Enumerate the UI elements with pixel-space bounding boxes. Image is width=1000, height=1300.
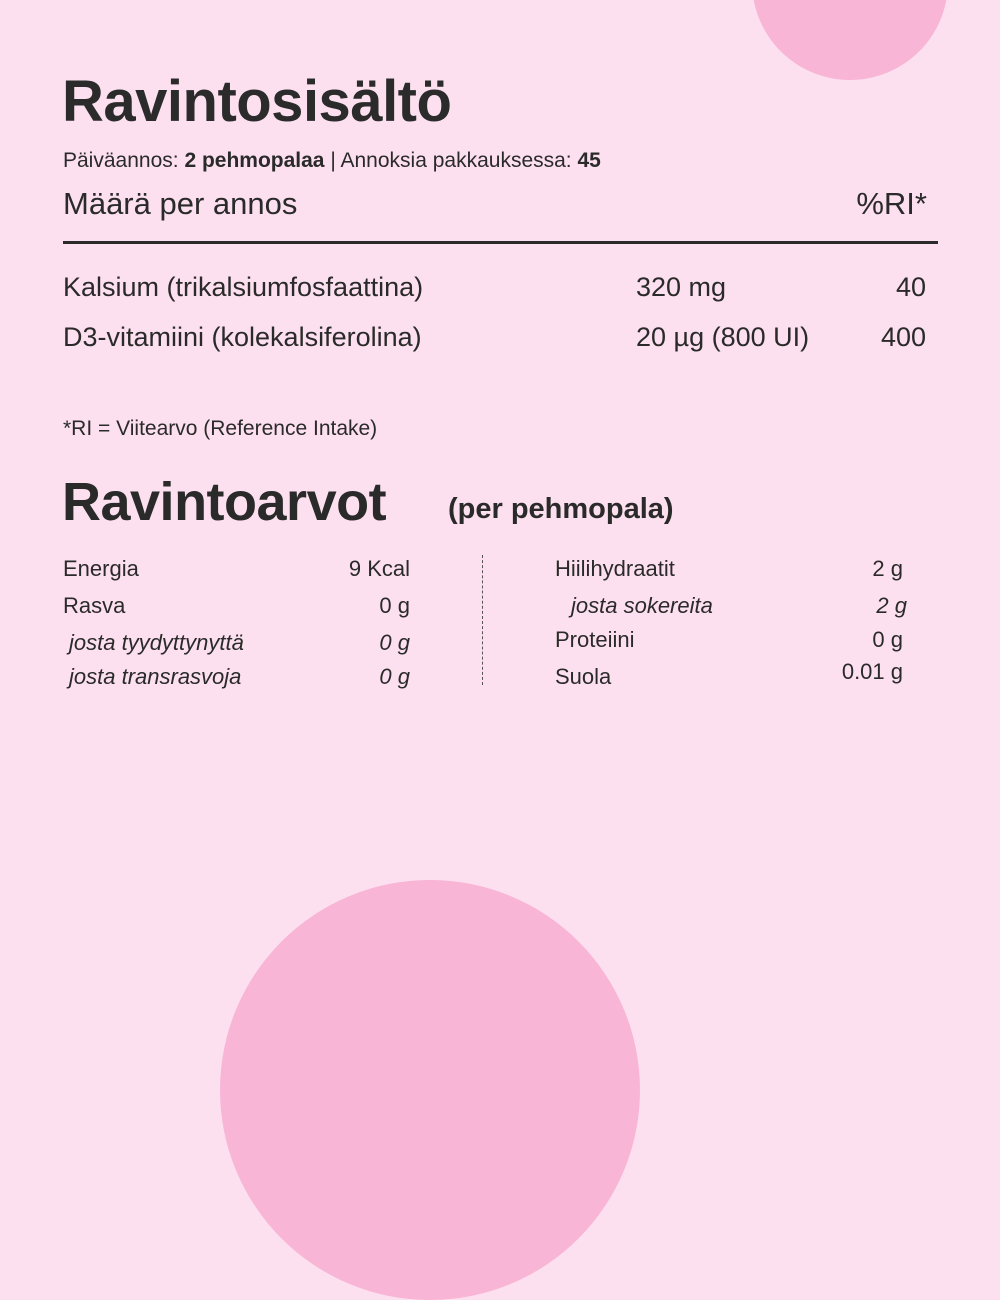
nutrient-row — [63, 267, 938, 307]
value-label: Energia — [63, 556, 139, 581]
value-row-fat — [63, 591, 410, 621]
value-row-energy — [63, 554, 410, 584]
nutrient-name: Kalsium (trikalsiumfosfaattina) — [63, 272, 424, 302]
ri-header: %RI* — [856, 186, 927, 221]
value-row-saturated — [63, 628, 410, 658]
value-label: Proteiini — [555, 627, 635, 652]
value-label: josta tyydyttynyttä — [69, 630, 244, 655]
value-label: josta transrasvoja — [69, 664, 242, 689]
values-subtitle: (per pehmopala) — [448, 493, 674, 525]
decorative-circle-bottom — [220, 880, 640, 1300]
values-title: Ravintoarvot — [62, 472, 387, 532]
value-row-trans — [63, 662, 410, 692]
value-amount: 9 Kcal — [348, 556, 410, 581]
amount-header: Määrä per annos — [63, 186, 298, 221]
value-row-sugars — [555, 591, 907, 621]
nutrient-name: D3-vitamiini (kolekalsiferolina) — [63, 322, 422, 352]
value-row-salt — [555, 659, 903, 692]
nutrient-amount: 320 mg — [636, 272, 727, 302]
column-divider — [482, 555, 483, 685]
header-rule — [63, 241, 938, 244]
value-amount: 0 g — [379, 630, 410, 655]
nutrient-amount: 20 µg (800 UI) — [636, 322, 810, 352]
decorative-circle-top — [752, 0, 948, 80]
value-label: Suola — [555, 664, 612, 689]
value-label: Rasva — [63, 593, 126, 618]
value-amount: 0 g — [872, 627, 903, 652]
value-amount: 0 g — [379, 664, 410, 689]
value-amount: 0 g — [379, 593, 410, 618]
value-amount: 2 g — [872, 556, 903, 581]
nutrition-title: Ravintosisältö — [62, 69, 452, 134]
ri-footnote: *RI = Viitearvo (Reference Intake) — [63, 417, 378, 440]
value-amount: 2 g — [876, 593, 907, 618]
servings-value: 45 — [577, 149, 601, 172]
serving-value: 2 pehmopalaa — [184, 149, 325, 172]
nutrient-row — [63, 317, 938, 357]
value-label: josta sokereita — [571, 593, 713, 618]
nutrient-ri: 400 — [880, 322, 926, 352]
nutrient-ri: 40 — [895, 272, 926, 302]
value-label: Hiilihydraatit — [555, 556, 675, 581]
serving-separator: | — [330, 149, 336, 172]
serving-label: Päiväannos: — [63, 149, 179, 172]
value-row-protein — [555, 625, 903, 655]
servings-label: Annoksia pakkauksessa: — [340, 149, 572, 172]
value-amount: 0.01 g — [841, 659, 903, 684]
serving-info — [63, 147, 601, 175]
value-row-carbs — [555, 554, 903, 584]
